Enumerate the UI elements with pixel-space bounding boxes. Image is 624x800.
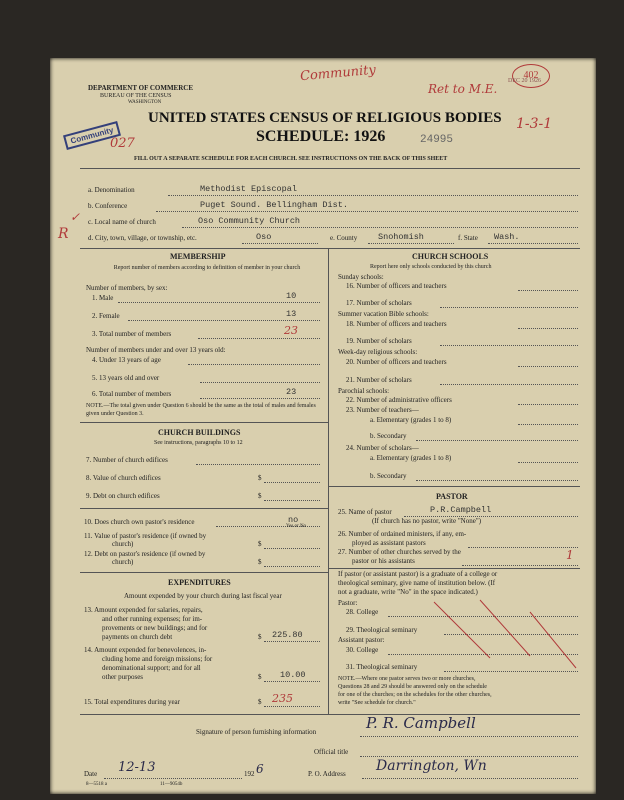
year-value[interactable]: 6 — [256, 762, 264, 776]
sunday-label: Sunday schools: — [338, 273, 384, 281]
res-value-label-1: 11. Value of pastor's residence (if owned by — [84, 532, 207, 540]
grad-note-2: theological seminary, give name of institution below. (If — [338, 579, 496, 587]
q26-label-1: 26. Number of ordained ministers, if any, em- — [338, 530, 467, 538]
pastor-sub-label: Pastor: — [338, 599, 358, 607]
grid-top-rule — [80, 248, 580, 249]
official-title-line — [360, 756, 578, 757]
form-title: UNITED STATES CENSUS OF RELIGIOUS BODIES — [148, 110, 502, 126]
pastor-note-1: NOTE.—Where one pastor serves two or more churches, — [338, 676, 476, 682]
female-line — [128, 320, 320, 321]
strike-line-2 — [480, 600, 530, 656]
by-sex-label: Number of members, by sex: — [86, 284, 168, 292]
total6-value[interactable]: 23 — [286, 387, 297, 397]
q16-line — [518, 290, 578, 291]
county-line — [368, 243, 454, 244]
total-members-label: 3. Total number of members — [92, 330, 172, 338]
q21-label: 21. Number of scholars — [346, 376, 412, 384]
denomination-line — [168, 195, 578, 196]
q19-line — [440, 345, 578, 346]
under13-line — [188, 364, 320, 365]
res-value-dollar: $ — [258, 540, 262, 548]
res-value-line — [264, 548, 320, 549]
q14-value[interactable]: 10.00 — [280, 670, 306, 680]
checkmark-handwritten: ✓ — [70, 210, 81, 224]
schools-heading: CHURCH SCHOOLS — [412, 252, 489, 261]
grad-note-3: not a graduate, write "No" in the space indicated.) — [338, 588, 478, 596]
total-members-line — [198, 338, 320, 339]
county-value[interactable]: Snohomish — [378, 232, 424, 242]
membership-heading: MEMBERSHIP — [170, 252, 226, 261]
debt-edifices-dollar: $ — [258, 492, 262, 500]
year-prefix: 192 — [244, 770, 255, 778]
q15-dollar: $ — [258, 698, 262, 706]
q15-value[interactable]: 235 — [272, 692, 293, 705]
q23b-line — [416, 440, 578, 441]
q21-line — [440, 384, 578, 385]
q22-label: 22. Number of administrative officers — [346, 396, 452, 404]
schools-sub: Report here only schools conducted by this church — [370, 264, 492, 270]
date-label: Date — [84, 770, 98, 778]
age-heading: Number of members under and over 13 years old: — [86, 346, 226, 354]
q13-line — [264, 641, 320, 642]
edifices-line — [196, 464, 320, 465]
q23a-label: a. Elementary (grades 1 to 8) — [370, 416, 452, 424]
date-line — [104, 778, 242, 779]
strike-line-1 — [434, 602, 490, 658]
q27-value[interactable]: 1 — [566, 548, 574, 562]
yes-no-hint: Yes or No — [286, 524, 307, 529]
res-value-label-2: church) — [112, 540, 134, 548]
expenditures-sub: Amount expended by your church during last fiscal year — [124, 592, 282, 600]
under13-label: 4. Under 13 years of age — [92, 356, 161, 364]
edifices-label: 7. Number of church edifices — [86, 456, 168, 464]
state-line — [488, 243, 578, 244]
q23b-label: b. Secondary — [370, 432, 407, 440]
q24a-label: a. Elementary (grades 1 to 8) — [370, 454, 452, 462]
official-title-label: Official title — [314, 748, 349, 756]
q16-label: 16. Number of officers and teachers — [346, 282, 447, 290]
church-name-value[interactable]: Oso Community Church — [198, 216, 301, 226]
q20-line — [518, 366, 578, 367]
weekday-label: Week-day religious schools: — [338, 348, 418, 356]
q23a-line — [518, 424, 578, 425]
male-value[interactable]: 10 — [286, 291, 297, 301]
owns-residence-value[interactable]: no — [288, 515, 299, 525]
pastor-note-3: for one of the churches; on the schedules for the other churches, — [338, 692, 492, 698]
grid-bottom-rule — [80, 714, 580, 715]
summer-label: Summer vacation Bible schools: — [338, 310, 429, 318]
pastor-mid-rule — [328, 568, 580, 569]
community-stamp: Community — [63, 121, 121, 150]
q26-label-2: ployed as assistant pastors — [352, 539, 426, 547]
buildings-bottom-rule — [80, 572, 328, 573]
value-edifices-label: 8. Value of church edifices — [86, 474, 161, 482]
q18-line — [518, 328, 578, 329]
ref-note-handwritten: Ret to M.E. — [428, 82, 498, 96]
signature-label: Signature of person furnishing information — [196, 728, 317, 736]
q30-label: 30. College — [346, 646, 379, 654]
instruction-banner: FILL OUT A SEPARATE SCHEDULE FOR EACH CHURCH. SEE INSTRUCTIONS ON THE BACK OF THIS SHEET — [134, 156, 448, 162]
expenditures-heading: EXPENDITURES — [168, 578, 231, 587]
male-label: 1. Male — [92, 294, 114, 302]
q14-line-4: other purposes — [102, 673, 144, 681]
q14-line-2: cluding home and foreign missions; for — [102, 655, 213, 663]
q26-line — [468, 547, 578, 548]
buildings-mid-rule — [80, 508, 328, 509]
census-schedule-sheet — [50, 58, 596, 794]
total-members-value[interactable]: 23 — [284, 324, 298, 337]
conference-line — [156, 211, 578, 212]
bureau-label: BUREAU OF THE CENSUS — [100, 93, 172, 99]
city-label: WASHINGTON — [128, 100, 162, 105]
city-field-label: d. City, town, village, or township, etc. — [88, 234, 197, 242]
membership-note: Report number of members according to definition of member in your church — [113, 265, 301, 271]
denomination-value[interactable]: Methodist Episcopal — [200, 184, 297, 194]
res-debt-line — [264, 566, 320, 567]
buildings-sub: See instructions, paragraphs 10 to 12 — [154, 440, 243, 446]
tally-circle: 402 — [512, 64, 550, 88]
signature-value[interactable]: P. R. Campbell — [366, 714, 476, 732]
side-mark-handwritten: R — [58, 226, 69, 242]
church-name-line — [182, 227, 578, 228]
schools-bottom-rule — [328, 486, 580, 487]
q14-line-3: denominational support; and for all — [102, 664, 201, 672]
parochial-label: Parochial schools: — [338, 387, 390, 395]
signature-line — [360, 736, 578, 737]
q22-line — [518, 404, 578, 405]
state-label: f. State — [458, 234, 478, 242]
q29-label: 29. Theological seminary — [346, 626, 418, 634]
q24a-line — [518, 462, 578, 463]
debt-edifices-label: 9. Debt on church edifices — [86, 492, 160, 500]
q13-dollar: $ — [258, 633, 262, 641]
male-line — [118, 302, 320, 303]
stamp-number-handwritten: 027 — [110, 136, 135, 151]
res-debt-dollar: $ — [258, 558, 262, 566]
q15-line — [264, 706, 320, 707]
over13-line — [200, 382, 320, 383]
serial-number: 24995 — [420, 134, 454, 146]
q13-line-4: payments on church debt — [102, 633, 173, 641]
conference-value[interactable]: Puget Sound. Bellingham Dist. — [200, 200, 348, 210]
received-date-stamp: DEC 20 1926 — [508, 78, 541, 84]
q24b-label: b. Secondary — [370, 472, 407, 480]
schedule-title: SCHEDULE: 1926 — [256, 128, 386, 145]
assistant-sub-label: Assistant pastor: — [338, 636, 385, 644]
q23-label: 23. Number of teachers— — [346, 406, 419, 414]
print-number: 11—9054b — [160, 782, 183, 787]
q24-label: 24. Number of scholars— — [346, 444, 419, 452]
q24b-line — [416, 480, 578, 481]
membership-bottom-rule — [80, 422, 328, 423]
value-edifices-line — [264, 482, 320, 483]
q28-label: 28. College — [346, 608, 379, 616]
strike-line-3 — [530, 612, 576, 668]
total6-label: 6. Total number of members — [92, 390, 172, 398]
county-label: e. County — [330, 234, 358, 242]
female-label: 2. Female — [92, 312, 120, 320]
q14-line-1: 14. Amount expended for benevolences, in- — [84, 646, 207, 654]
q20-label: 20. Number of officers and teachers — [346, 358, 447, 366]
q31-label: 31. Theological seminary — [346, 663, 418, 671]
res-debt-label-2: church) — [112, 558, 134, 566]
q13-line-2: and other running expenses; for im- — [102, 615, 203, 623]
form-number: 8—5518 a — [86, 782, 107, 787]
membership-footnote: NOTE.—The total given under Question 6 should be the same as the total of males and females given under Question 3. — [86, 403, 316, 417]
grad-note-1: If pastor (or assistant pastor) is a graduate of a college or — [338, 570, 498, 578]
pastor-note-4: write "See schedule for church." — [338, 700, 416, 706]
value-edifices-dollar: $ — [258, 474, 262, 482]
q18-label: 18. Number of officers and teachers — [346, 320, 447, 328]
q25-label: 25. Name of pastor — [338, 508, 392, 516]
q25-note: (If church has no pastor, write "None") — [372, 517, 482, 525]
po-address-label: P. O. Address — [308, 770, 346, 778]
q17-label: 17. Number of scholars — [346, 299, 412, 307]
over13-label: 5. 13 years old and over — [92, 374, 160, 382]
fraction-handwritten: 1-3-1 — [516, 116, 553, 132]
department-label: DEPARTMENT OF COMMERCE — [88, 84, 194, 92]
owns-residence-label: 10. Does church own pastor's residence — [84, 518, 195, 526]
buildings-heading: CHURCH BUILDINGS — [158, 428, 241, 437]
city-value[interactable]: Oso — [256, 232, 272, 242]
q13-value[interactable]: 225.80 — [272, 630, 303, 640]
q13-line-1: 13. Amount expended for salaries, repairs, — [84, 606, 203, 614]
pastor-heading: PASTOR — [436, 492, 468, 501]
q27-label-1: 27. Number of other churches served by the — [338, 548, 461, 556]
po-address-value[interactable]: Darrington, Wn — [376, 758, 487, 774]
q14-line — [264, 681, 320, 682]
res-debt-label-1: 12. Debt on pastor's residence (if owned by — [84, 550, 206, 558]
community-handwritten: Community — [299, 62, 377, 85]
female-value[interactable]: 13 — [286, 309, 297, 319]
pastor-note-2: Questions 28 and 29 should be answered only on the schedule — [338, 684, 487, 690]
q17-line — [440, 307, 578, 308]
city-line — [242, 243, 318, 244]
total6-line — [200, 398, 320, 399]
state-value[interactable]: Wash. — [494, 232, 520, 242]
q27-label-2: pastor or his assistants — [352, 557, 415, 565]
q25-value[interactable]: P.R.Campbell — [430, 505, 492, 515]
header-rule — [80, 168, 580, 169]
conference-label: b. Conference — [88, 202, 128, 210]
q27-line — [462, 565, 578, 566]
column-divider — [328, 248, 329, 714]
debt-edifices-line — [264, 500, 320, 501]
q14-dollar: $ — [258, 673, 262, 681]
date-value[interactable]: 12-13 — [118, 760, 156, 775]
church-name-label: c. Local name of church — [88, 218, 156, 226]
po-address-line — [362, 778, 578, 779]
q13-line-3: provements or new buildings; and for — [102, 624, 208, 632]
denomination-label: a. Denomination — [88, 186, 135, 194]
q19-label: 19. Number of scholars — [346, 337, 412, 345]
strike-through-marks — [430, 598, 580, 674]
q15-label: 15. Total expenditures during year — [84, 698, 180, 706]
